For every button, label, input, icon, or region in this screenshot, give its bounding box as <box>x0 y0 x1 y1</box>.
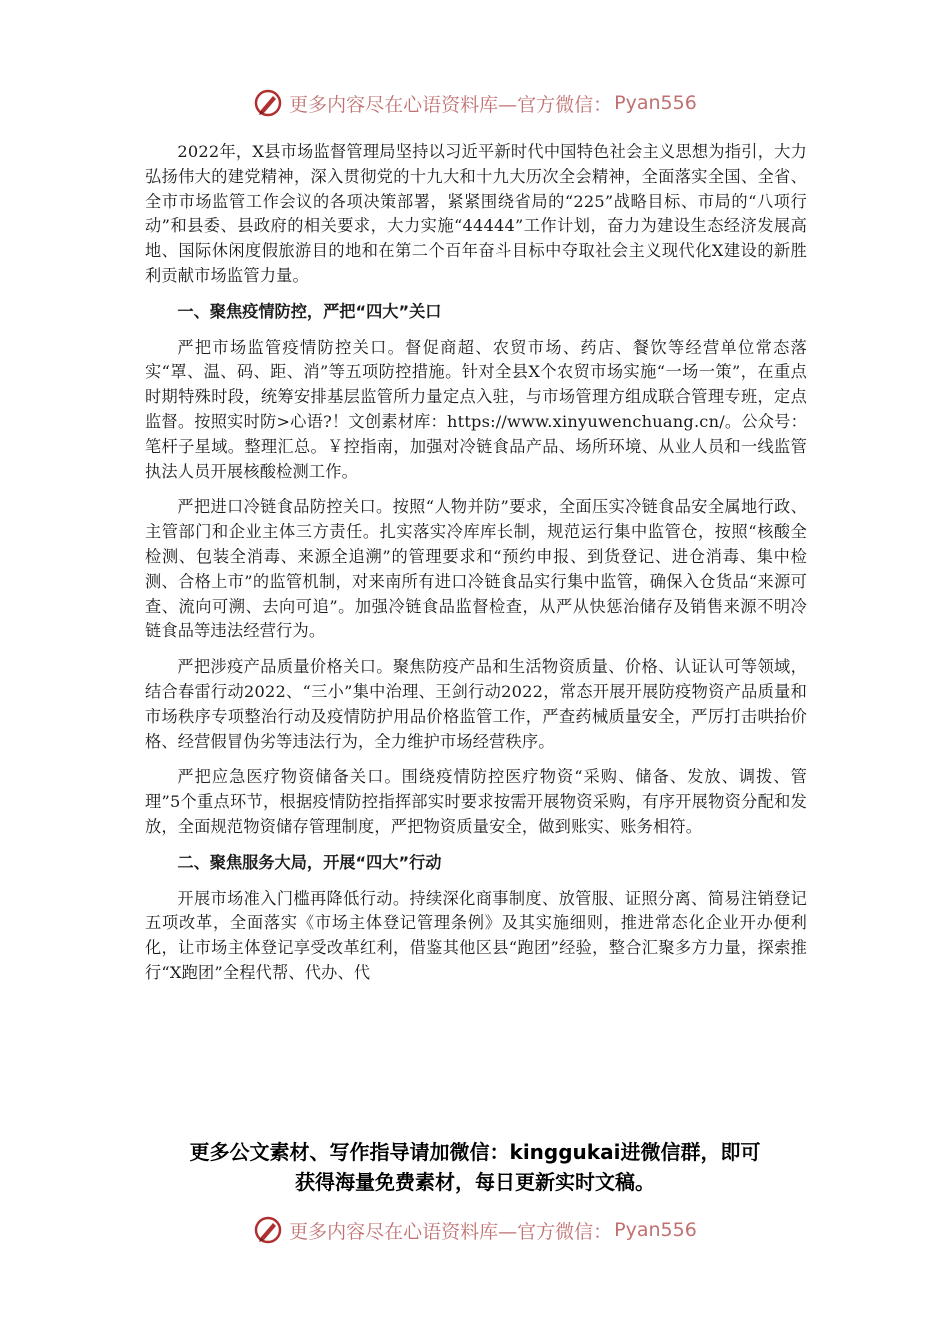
promo-line-2: 获得海量免费素材，每日更新实时文稿。 <box>295 1170 655 1194</box>
promo-line-1: 更多公文素材、写作指导请加微信：kinggukai进微信群，即可 <box>189 1140 761 1164</box>
pen-logo-icon <box>253 1215 283 1245</box>
footer-banner <box>0 1210 950 1250</box>
pen-logo-icon <box>253 88 283 118</box>
header-banner-text: 更多内容尽在心语资料库—官方微信： <box>289 93 613 116</box>
header-banner <box>0 83 950 123</box>
promo-notice <box>0 1137 950 1197</box>
section-heading: 二、聚焦服务大局，开展“四大”行动 <box>177 852 442 872</box>
body-paragraph: 严把涉疫产品质量价格关口。聚焦防疫产品和生活物资质量、价格、认证认可等领域，结合春雷行动2022、“三小”集中治理、王剑行动2022，常态开展开展防疫物资产品质量和市场秩序专项整治行动及疫情防护用品价格监管工作，严查药械质量安全，严厉打击哄抬价格、经营假冒伪劣等违法行为，全力维护市场经营秩序。 <box>145 657 807 751</box>
document-body <box>145 140 807 997</box>
section-heading: 一、聚焦疫情防控，严把“四大”关口 <box>177 301 442 321</box>
body-paragraph: 严把进口冷链食品防控关口。按照“人物并防”要求，全面压实冷链食品安全属地行政、主管部门和企业主体三方责任。扎实落实冷库库长制，规范运行集中监管仓，按照“核酸全检测、包装全消毒、来源全追溯”的管理要求和“预约申报、到货登记、进仓消毒、集中检测、合格上市”的监管机制，对来南所有进口冷链食品实行集中监管，确保入仓货品“来源可查、流向可溯、去向可追”。加强冷链食品监督检查，从严从快惩治储存及销售来源不明冷链食品等违法经营行为。 <box>145 497 807 641</box>
body-paragraph: 开展市场准入门槛再降低行动。持续深化商事制度、放管服、证照分离、简易注销登记五项改革，全面落实《市场主体登记管理条例》及其实施细则，推进常态化企业开办便利化，让市场主体登记享受改革红利，借鉴其他区县“跑团”经验，整合汇聚多方力量，探索推行“X跑团”全程代帮、代办、代 <box>145 888 807 982</box>
body-paragraph: 严把市场监管疫情防控关口。督促商超、农贸市场、药店、餐饮等经营单位常态落实“罩、温、码、距、消”等五项防控措施。针对全县X个农贸市场实施“一场一策”，在重点时期特殊时段，统筹安排基层监管所力量定点入驻，与市场管理方组成联合管理专班，定点监督。按照实时防>心语?！文创素材库：https://www.xinyuwenchuang.cn/。公众号：笔杆子星域。整理汇总。￥控指南，加强对冷链食品产品、场所环境、从业人员和一线监管执法人员开展核酸检测工作。 <box>145 337 807 481</box>
body-paragraph: 严把应急医疗物资储备关口。围绕疫情防控医疗物资“采购、储备、发放、调拨、管理”5个重点环节，根据疫情防控指挥部实时要求按需开展物资采购，有序开展物资分配和发放，全面规范物资储存管理制度，严把物资质量安全，做到账实、账务相符。 <box>145 767 807 836</box>
header-banner-wechat: Pyan556 <box>614 92 697 114</box>
body-paragraph: 2022年，X县市场监督管理局坚持以习近平新时代中国特色社会主义思想为指引，大力弘扬伟大的建党精神，深入贯彻党的十九大和十九大历次全会精神，全面落实全国、全省、全市市场监管工作会议的各项决策部署，紧紧围绕省局的“225”战略目标、市局的“八项行动”和县委、县政府的相关要求，大力实施“44444”工作计划，奋力为建设生态经济发展高地、国际休闲度假旅游目的地和在第二个百年奋斗目标中夺取社会主义现代化X建设的新胜利贡献市场监管力量。 <box>145 142 807 285</box>
footer-banner-wechat: Pyan556 <box>614 1219 697 1241</box>
footer-banner-text: 更多内容尽在心语资料库—官方微信： <box>289 1220 613 1243</box>
